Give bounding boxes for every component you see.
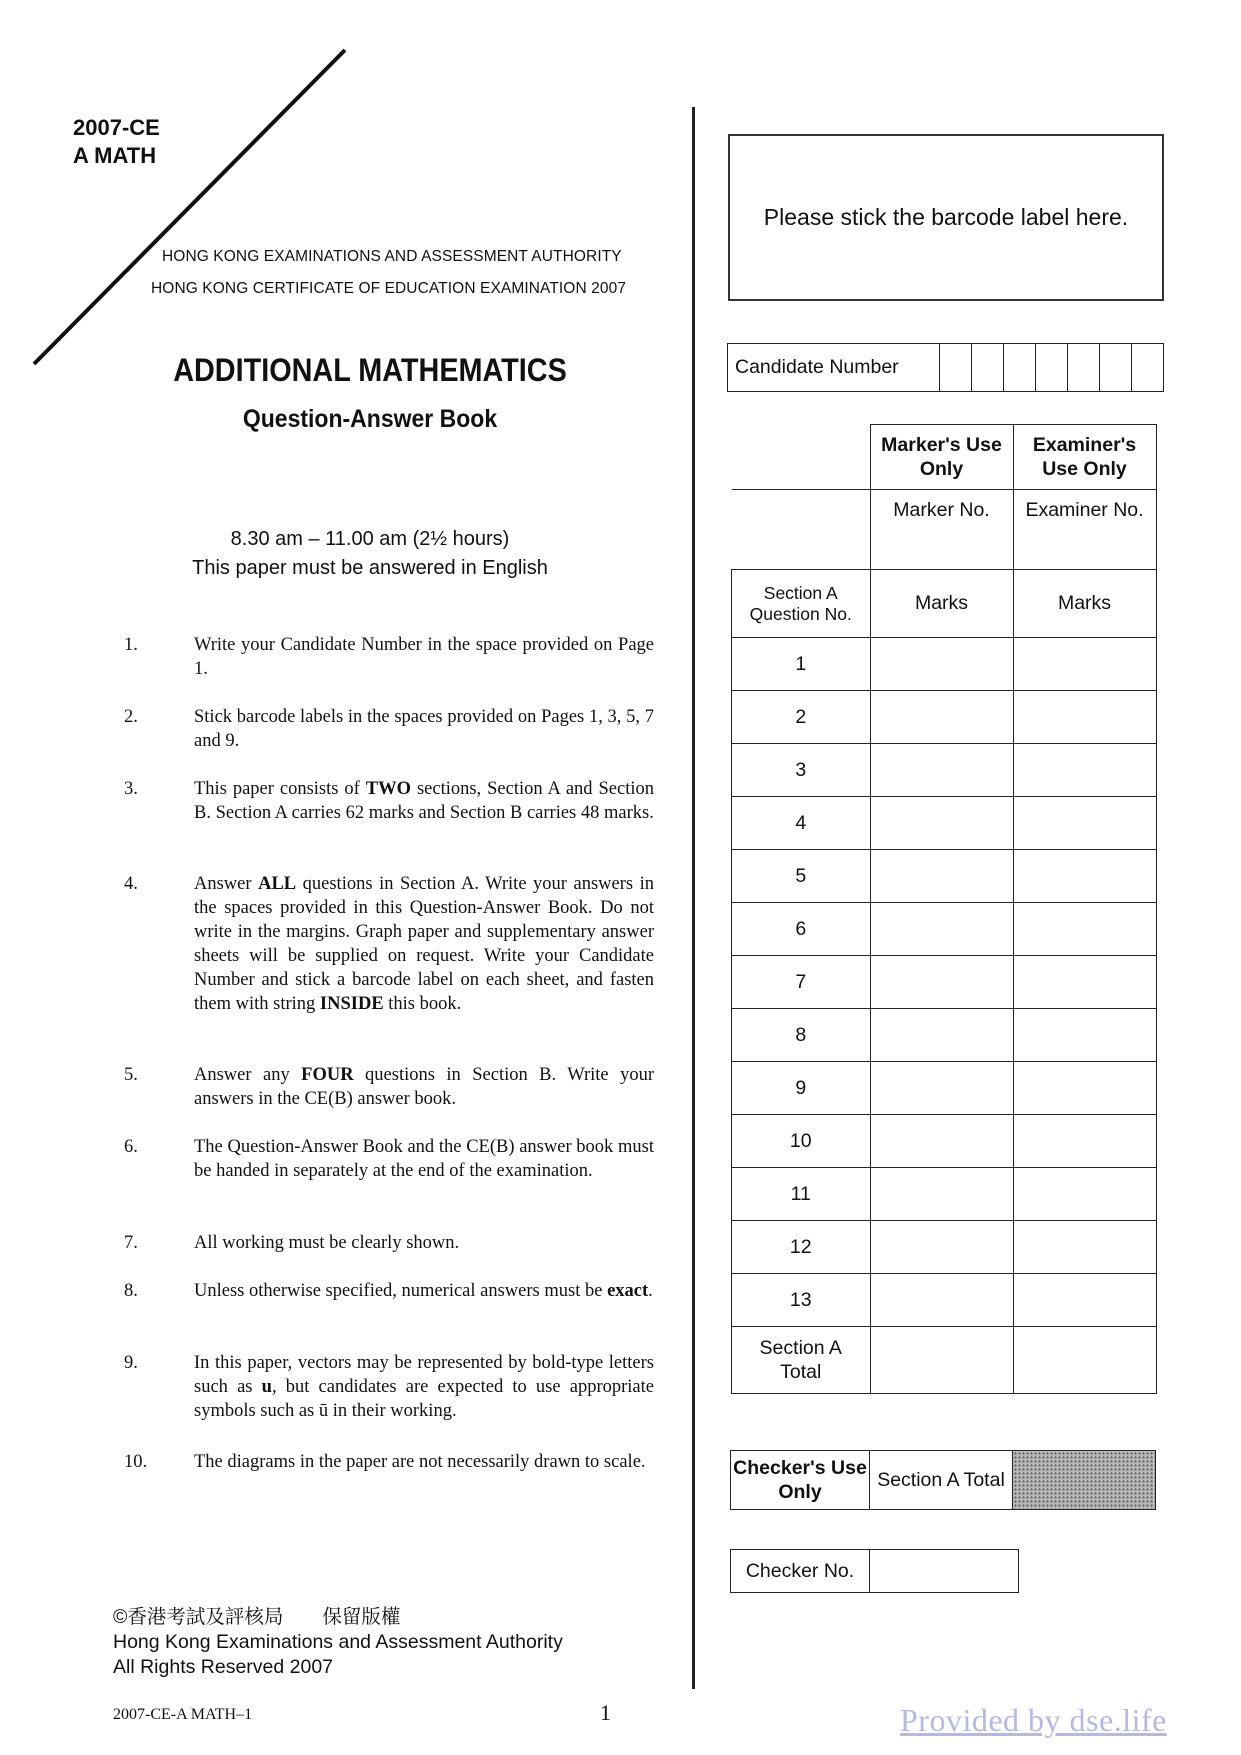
instruction-text: Answer any FOUR questions in Section B. Write your answers in the CE(B) answer book.: [194, 1065, 654, 1109]
instruction-text: In this paper, vectors may be represented by bold-type letters such as u, but candidates are expected to use appropriate symbols such as ū in their working.: [194, 1353, 654, 1421]
marker-mark-cell[interactable]: [870, 1115, 1013, 1168]
marker-mark-cell[interactable]: [870, 638, 1013, 691]
candidate-digit-box[interactable]: [972, 344, 1004, 392]
paper-code: [73, 114, 160, 170]
examiner-mark-cell[interactable]: [1013, 1168, 1156, 1221]
examiner-no-label: Examiner No.: [1013, 490, 1156, 570]
examiner-mark-cell[interactable]: [1013, 850, 1156, 903]
instruction-number: 10.: [124, 1452, 148, 1472]
instruction-number: 9.: [124, 1353, 138, 1373]
marker-marks-header: Marks: [870, 570, 1013, 638]
barcode-label-text: Please stick the barcode label here.: [763, 204, 1129, 230]
copyright-chinese: ©香港考試及評核局 保留版權: [113, 1606, 401, 1628]
marker-mark-cell[interactable]: [870, 744, 1013, 797]
instruction-number: 4.: [124, 874, 138, 894]
marker-mark-cell[interactable]: [870, 956, 1013, 1009]
exam-name: HONG KONG CERTIFICATE OF EDUCATION EXAMINATION 2007: [151, 280, 627, 297]
marker-no-label: Marker No.: [870, 490, 1013, 570]
section-total-label: Section A Total: [732, 1327, 871, 1394]
candidate-digit-box[interactable]: [1132, 344, 1164, 392]
question-number: 5: [732, 850, 871, 903]
question-number: 12: [732, 1221, 871, 1274]
marker-mark-cell[interactable]: [870, 797, 1013, 850]
marker-mark-cell[interactable]: [870, 1274, 1013, 1327]
marker-mark-cell[interactable]: [870, 1221, 1013, 1274]
examiner-header: Examiner's Use Only: [1013, 425, 1156, 490]
instruction-text: The Question-Answer Book and the CE(B) answer book must be handed in separately at the end of the examination.: [194, 1137, 654, 1181]
examiner-mark-cell[interactable]: [1013, 1062, 1156, 1115]
instruction-number: 6.: [124, 1137, 138, 1157]
section-question-header: Section A Question No.: [732, 570, 871, 638]
candidate-number-table: [727, 343, 1164, 392]
question-number: 4: [732, 797, 871, 850]
checker-number-table: [730, 1549, 1019, 1593]
candidate-digit-box[interactable]: [1068, 344, 1100, 392]
footer-paper-code: 2007-CE-A MATH–1: [113, 1706, 253, 1723]
instruction-text: Stick barcode labels in the spaces provided on Pages 1, 3, 5, 7 and 9.: [194, 707, 654, 751]
question-number: 9: [732, 1062, 871, 1115]
checker-table: [730, 1450, 1156, 1510]
marker-mark-cell[interactable]: [870, 1168, 1013, 1221]
checker-section-total-label: Section A Total: [870, 1451, 1013, 1510]
corner-diagonal-line: [0, 0, 360, 380]
marker-header: Marker's Use Only: [870, 425, 1013, 490]
question-number: 2: [732, 691, 871, 744]
column-divider: [692, 107, 695, 1689]
instruction-number: 8.: [124, 1281, 138, 1301]
blank-corner: [732, 425, 871, 490]
candidate-digit-box[interactable]: [940, 344, 972, 392]
instruction-text: The diagrams in the paper are not necessarily drawn to scale.: [194, 1452, 646, 1472]
question-number: 13: [732, 1274, 871, 1327]
checker-header: Checker's Use Only: [731, 1451, 870, 1510]
examiner-marks-header: Marks: [1013, 570, 1156, 638]
copyright-rights: All Rights Reserved 2007: [113, 1656, 334, 1678]
checker-no-label: Checker No.: [731, 1550, 870, 1593]
copyright-block: [113, 1605, 563, 1680]
examiner-mark-cell[interactable]: [1013, 691, 1156, 744]
instruction-number: 7.: [124, 1233, 138, 1253]
blank-corner: [732, 490, 871, 570]
candidate-number-label: Candidate Number: [728, 344, 940, 392]
paper-code-year: 2007-CE: [73, 115, 160, 140]
question-number: 6: [732, 903, 871, 956]
question-number: 3: [732, 744, 871, 797]
instruction-text: Answer ALL questions in Section A. Write your answers in the spaces provided in this Question-Answer Book. Do not write in the margins. Graph paper and supplementary answer sheets will be supplied on request. Write your Candidate Number and stick a barcode label on each sheet, and fasten them with string INSIDE this book.: [194, 874, 654, 1014]
marks-table: [731, 424, 1157, 1394]
examiner-mark-cell[interactable]: [1013, 638, 1156, 691]
paper-code-subject: A MATH: [73, 143, 157, 168]
book-title: Question-Answer Book: [242, 405, 498, 433]
page-number: 1: [600, 1700, 611, 1725]
examiner-mark-cell[interactable]: [1013, 744, 1156, 797]
copyright-authority: Hong Kong Examinations and Assessment Authority: [113, 1631, 563, 1653]
marker-mark-cell[interactable]: [870, 1062, 1013, 1115]
instruction-text: This paper consists of TWO sections, Section A and Section B. Section A carries 62 marks and Section B carries 48 marks.: [194, 779, 654, 823]
checker-no-cell[interactable]: [870, 1550, 1019, 1593]
examiner-total-cell[interactable]: [1013, 1327, 1156, 1394]
examiner-mark-cell[interactable]: [1013, 1274, 1156, 1327]
examiner-mark-cell[interactable]: [1013, 1115, 1156, 1168]
watermark-link[interactable]: Provided by dse.life: [900, 1702, 1167, 1738]
candidate-digit-box[interactable]: [1100, 344, 1132, 392]
question-number: 10: [732, 1115, 871, 1168]
instruction-text: Write your Candidate Number in the space provided on Page 1.: [194, 635, 654, 679]
instruction-text: All working must be clearly shown.: [194, 1233, 460, 1253]
examiner-mark-cell[interactable]: [1013, 956, 1156, 1009]
marker-mark-cell[interactable]: [870, 691, 1013, 744]
question-number: 1: [732, 638, 871, 691]
marker-mark-cell[interactable]: [870, 850, 1013, 903]
marker-total-cell[interactable]: [870, 1327, 1013, 1394]
instruction-number: 5.: [124, 1065, 138, 1085]
question-number: 8: [732, 1009, 871, 1062]
exam-time: 8.30 am – 11.00 am (2½ hours): [230, 528, 510, 550]
instruction-number: 3.: [124, 779, 138, 799]
checker-shaded-cell: [1013, 1451, 1156, 1510]
candidate-digit-box[interactable]: [1004, 344, 1036, 392]
examiner-mark-cell[interactable]: [1013, 903, 1156, 956]
examiner-mark-cell[interactable]: [1013, 797, 1156, 850]
marker-mark-cell[interactable]: [870, 1009, 1013, 1062]
language-note: This paper must be answered in English: [192, 557, 548, 579]
subject-title: ADDITIONAL MATHEMATICS: [173, 352, 567, 388]
examiner-mark-cell[interactable]: [1013, 1009, 1156, 1062]
question-number: 7: [732, 956, 871, 1009]
candidate-digit-box[interactable]: [1036, 344, 1068, 392]
instruction-text: Unless otherwise specified, numerical answers must be exact.: [194, 1281, 653, 1301]
instruction-number: 2.: [124, 707, 138, 727]
instruction-number: 1.: [124, 635, 138, 655]
marker-mark-cell[interactable]: [870, 903, 1013, 956]
barcode-label-box: [728, 134, 1164, 301]
question-number: 11: [732, 1168, 871, 1221]
examiner-mark-cell[interactable]: [1013, 1221, 1156, 1274]
authority-name: HONG KONG EXAMINATIONS AND ASSESSMENT AUTHORITY: [162, 248, 622, 265]
